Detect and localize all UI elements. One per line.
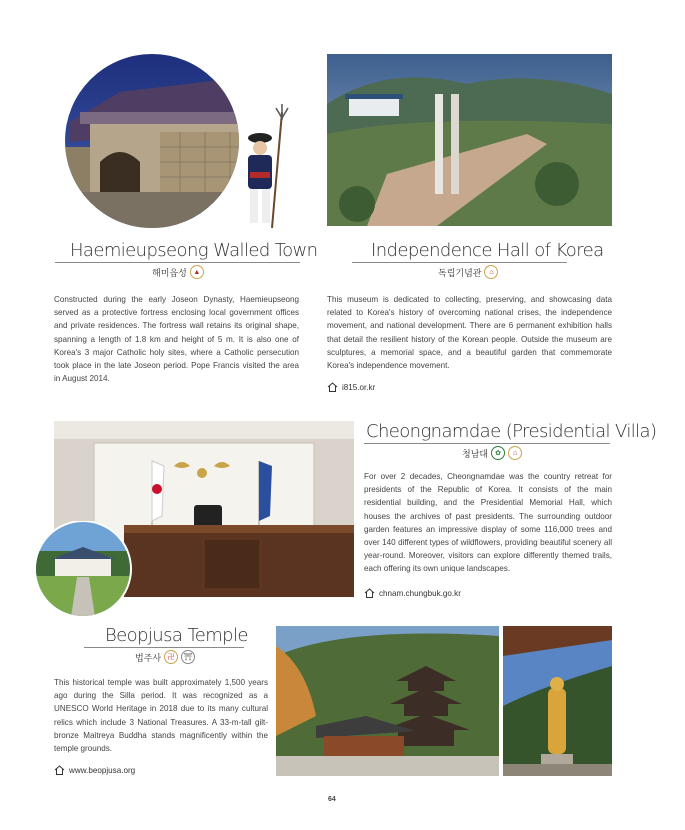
beopjusa-rule xyxy=(84,647,244,648)
independence-rule xyxy=(352,262,567,263)
home-icon xyxy=(364,588,375,598)
cheongnamdae-website[interactable] xyxy=(364,588,461,598)
beopjusa-title: Beopjusa Temple xyxy=(105,625,248,646)
beopjusa-description: This historical temple was built approximately 1,500 years ago during the Silla period. It was recognized as a UNESCO World Heritage in 2018 due to its many cultural relics which include 3 National Treasures. A 33-m-tall gilt-bronze Maitreya Buddha stands magnificently within the temple grounds. xyxy=(54,678,268,754)
page-number: 64 xyxy=(328,796,336,803)
beopjusa-buddha-photo xyxy=(503,626,612,776)
cheongnamdae-title: Cheongnamdae (Presidential Villa) xyxy=(366,421,657,442)
cheongnamdae-subtitle xyxy=(462,446,522,460)
independence-website-text[interactable]: i815.or.kr xyxy=(342,382,376,392)
home-icon xyxy=(327,382,338,392)
museum-icon: ⌂ xyxy=(484,265,498,279)
cheongnamdae-description: For over 2 decades, Cheongnamdae was the country retreat for presidents of the Republic of Korea. It consists of the main residential building, and the Presidential Memorial Hall, which houses the archives of past presidents. The surrounding outdoor garden features an impressive display of some 116,000 trees and over 140 different types of wildflowers, providing beautiful scenery all year-round. Moreover, visitors can explore differently themed trails, each offering its own unique landscapes. xyxy=(364,472,612,574)
independence-website[interactable] xyxy=(327,382,375,392)
independence-hall-photo xyxy=(327,54,612,226)
haemieupseong-korean: 해미읍성 xyxy=(152,267,187,278)
independence-description: This museum is dedicated to collecting, preserving, and showcasing data related to Korea's history of overcoming national crises, the independence movement, and national development. There are 6 permanent exhibition halls that detail the resilient history of the Korean people. Outside the museum are sculptures, a memorial space, and a beautiful garden that commemorate Korea's independence movement. xyxy=(327,295,612,371)
walking-trail-icon: ✿ xyxy=(491,446,505,460)
temple-icon: ⛩ xyxy=(181,650,195,664)
beopjusa-korean: 법주사 xyxy=(135,652,162,663)
cheongnamdae-rule xyxy=(364,443,610,444)
cheongnamdae-villa-photo xyxy=(33,521,133,617)
haemieupseong-description: Constructed during the early Joseon Dynasty, Haemieupseong served as a protective fortress enclosing local government offices and private residences. The fortress wall retains its original shape, spanning a length of 1.8 km and height of 5 m. It is also one of Korea's 3 major Catholic holy sites, where a Catholic persecution took place in the late Joseon period. Pope Francis visited the area in August 2014. xyxy=(54,295,299,384)
beopjusa-website-text[interactable]: www.beopjusa.org xyxy=(69,765,136,775)
haemieupseong-photo xyxy=(60,52,300,238)
independence-subtitle xyxy=(438,265,498,279)
heritage-icon: 卍 xyxy=(164,650,178,664)
independence-korean: 독립기념관 xyxy=(438,267,482,278)
haemieupseong-title: Haemieupseong Walled Town xyxy=(70,240,318,261)
haemieupseong-rule xyxy=(55,262,300,263)
cheongnamdae-korean: 청남대 xyxy=(462,448,489,459)
landmark-icon: ▲ xyxy=(190,265,204,279)
independence-title: Independence Hall of Korea xyxy=(371,240,604,261)
beopjusa-website[interactable] xyxy=(54,765,135,775)
cheongnamdae-website-text[interactable]: chnam.chungbuk.go.kr xyxy=(379,588,461,598)
beopjusa-subtitle xyxy=(135,650,195,664)
beopjusa-temple-photo xyxy=(276,626,499,776)
museum-icon: ⌂ xyxy=(508,446,522,460)
haemieupseong-subtitle xyxy=(152,265,204,279)
home-icon xyxy=(54,765,65,775)
